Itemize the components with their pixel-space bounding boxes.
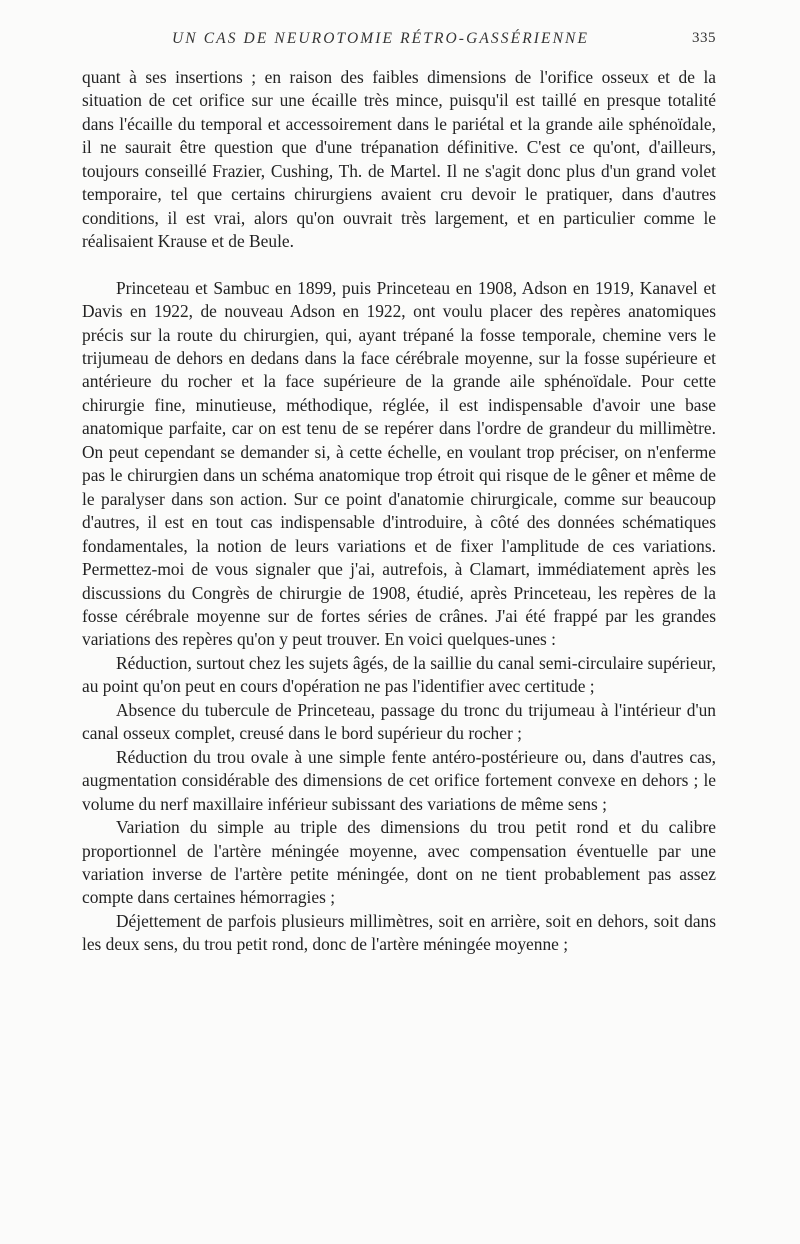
paragraph-variation-tubercle: Absence du tubercule de Princeteau, passage du tronc du trijumeau à l'intérieur d'un canal osseux complet, creusé dans le bord supérieur du rocher ; [82, 699, 716, 744]
running-head [0, 30, 800, 52]
paragraph-landmarks: Princeteau et Sambuc en 1899, puis Princeteau en 1908, Adson en 1919, Kanavel et Davis en 1922, de nouveau Adson en 1922, ont voulu placer des repères anatomiques précis sur la route du chirurgien, qui, ayant trépané la fosse temporale, chemine vers le trijumeau de dehors en dedans dans la face cérébrale moyenne, sur la fosse supérieure et antérieure du rocher et la face supérieure de la grande aile sphénoïdale. Pour cette chirurgie fine, minutieuse, méthodique, réglée, il est indispensable d'avoir une base anatomique parfaite, car on est tenu de se repérer dans l'ordre de grandeur du millimètre. On peut cependant se demander si, à cette échelle, en voulant trop préciser, on n'enferme pas le chirurgien dans un schéma anatomique trop étroit qui risque de le gêner et même de le paralyser dans son action. Sur ce point d'anatomie chirurgicale, comme sur beaucoup d'autres, il est en tout cas indispensable d'introduire, à côté des données schématiques fondamentales, la notion de leurs variations et de fixer l'amplitude de ces variations. Permettez-moi de vous signaler que j'ai, autrefois, à Clamart, immédiatement après les discussions du Congrès de chirurgie de 1908, étudié, après Princeteau, les repères de la fosse cérébrale moyenne sur de fortes séries de crânes. J'ai été frappé par les grandes variations des repères qu'on y peut trouver. En voici quelques-unes : [82, 277, 716, 650]
paragraph-variation-displacement: Déjettement de parfois plusieurs millimètres, soit en arrière, soit en dehors, soit dans les deux sens, du trou petit rond, donc de l'artère méningée moyenne ; [82, 910, 716, 955]
page-number: 335 [692, 30, 716, 46]
body-text [82, 66, 716, 957]
running-title: UN CAS DE NEUROTOMIE RÉTRO-GASSÉRIENNE [172, 30, 590, 47]
paragraph-variation-oval-foramen: Réduction du trou ovale à une simple fente antéro-postérieure ou, dans d'autres cas, augmentation considérable des dimensions de cet orifice fortement convexe en dehors ; le volume du nerf maxillaire inférieur subissant des variations de même sens ; [82, 746, 716, 814]
paragraph-variation-spinous-foramen: Variation du simple au triple des dimensions du trou petit rond et du calibre proportionnel de l'artère méningée moyenne, avec compensation éventuelle par une variation inverse de l'artère petite méningée, dont on ne tient probablement pas assez compte dans certaines hémorragies ; [82, 817, 716, 908]
paragraph-variation-canal: Réduction, surtout chez les sujets âgés, de la saillie du canal semi-circulaire supérieur, au point qu'on peut en cours d'opération ne pas l'identifier avec certitude ; [82, 652, 716, 697]
paragraph-continuation: quant à ses insertions ; en raison des faibles dimensions de l'orifice osseux et de la situation de cet orifice sur une écaille très mince, puisqu'il est taillé en presque totalité dans l'écaille du temporal et accessoirement dans le pariétal et la grande aile sphénoïdale, il ne saurait être question que d'une trépanation définitive. C'est ce qu'ont, d'ailleurs, toujours conseillé Frazier, Cushing, Th. de Martel. Il ne s'agit donc plus d'un grand volet temporaire, tel que certains chirurgiens avaient cru devoir le pratiquer, dans d'autres conditions, il est vrai, alors qu'on ouvrait très largement, et en particulier comme le réalisaient Krause et de Beule. [82, 67, 716, 252]
